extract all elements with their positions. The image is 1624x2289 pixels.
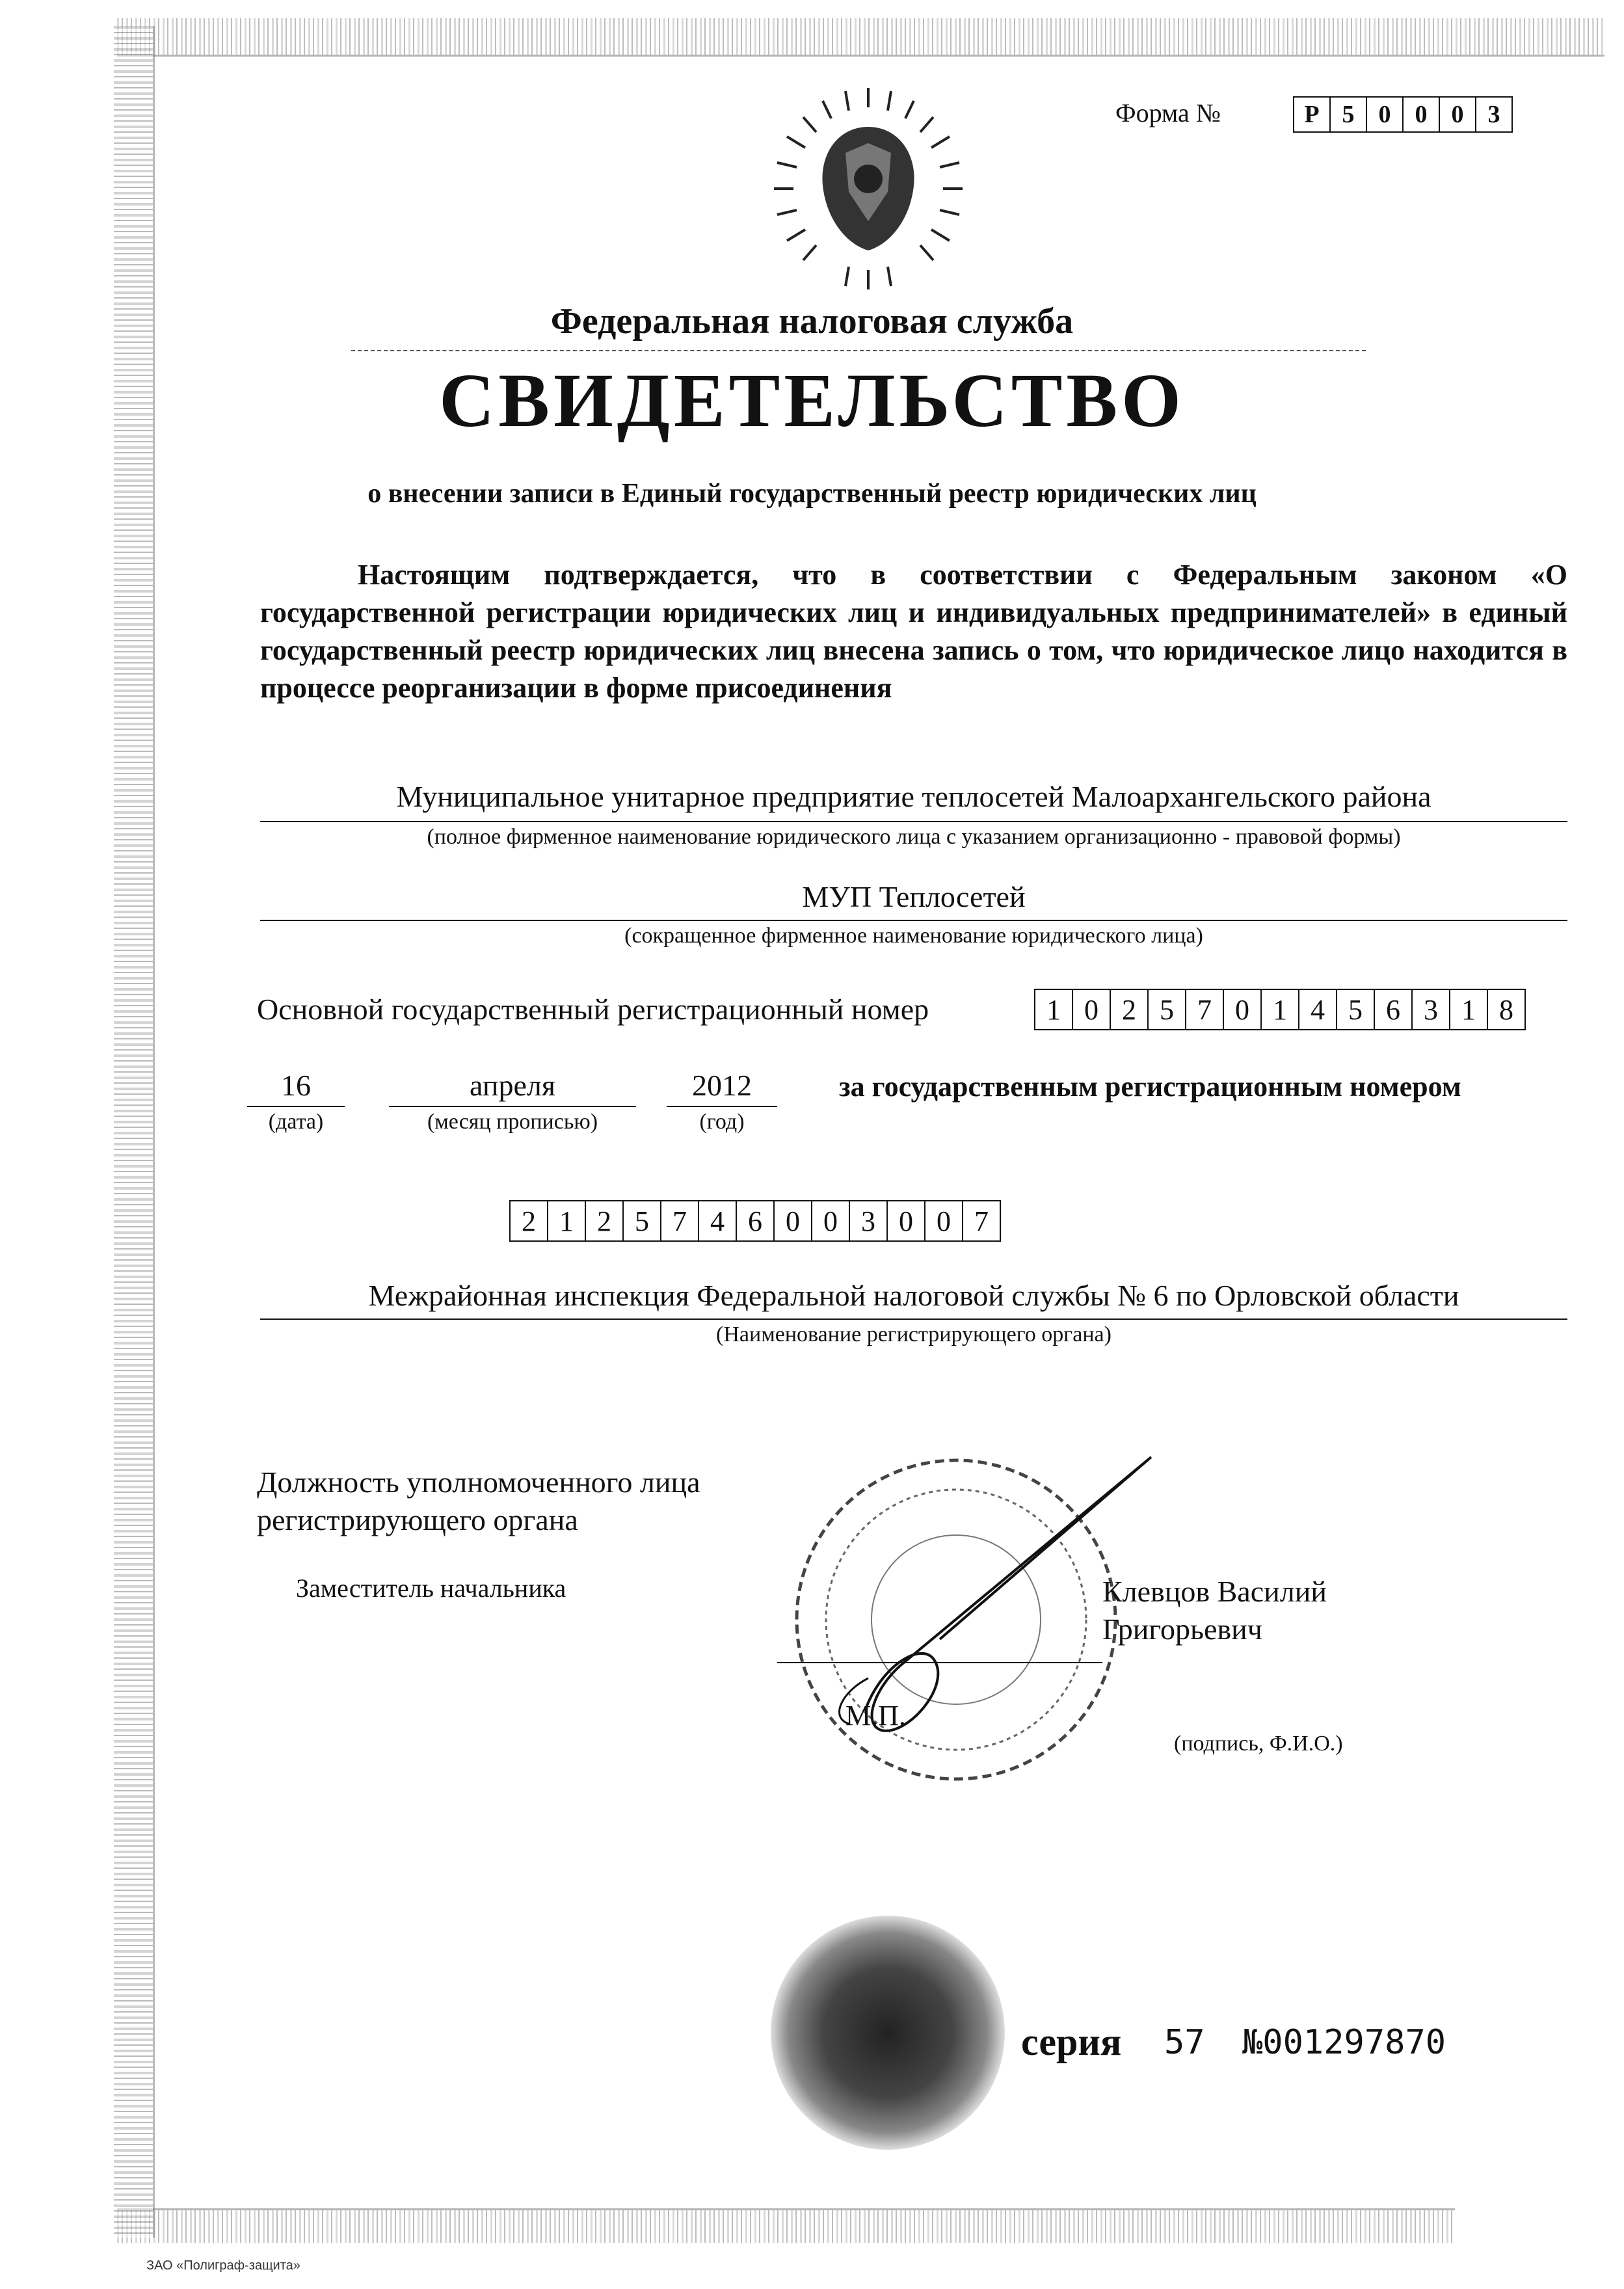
signer-name: Клевцов Василий Григорьевич (1102, 1575, 1327, 1646)
decorative-border-top (117, 18, 1604, 57)
grn-digit: 2 (509, 1200, 548, 1242)
ogrn-digit: 7 (1185, 989, 1224, 1030)
ogrn-digit: 5 (1147, 989, 1186, 1030)
series-label: серия (1021, 2020, 1122, 2063)
form-number-cell: 0 (1439, 96, 1476, 133)
date-month-underline (389, 1106, 636, 1107)
grn-digit: 7 (660, 1200, 699, 1242)
authorized-position: Заместитель начальника (296, 1573, 566, 1603)
hologram-seal-icon (764, 1909, 1011, 2156)
form-number-label: Форма № (1115, 98, 1221, 127)
grn-boxes (511, 1200, 1001, 1242)
form-number-cell: 5 (1329, 96, 1367, 133)
date-day-caption: (дата) (268, 1110, 324, 1134)
seal-place-label: М.П. (845, 1700, 906, 1732)
ogrn-boxes (1035, 989, 1526, 1030)
ogrn-digit: 0 (1223, 989, 1262, 1030)
form-number-cell: 0 (1402, 96, 1440, 133)
state-emblem-icon (761, 81, 976, 296)
date-month: апреля (470, 1069, 555, 1102)
grn-digit: 5 (622, 1200, 661, 1242)
entity-full-name-caption: (полное фирменное наименование юридического лица с указанием организационно - правовой формы) (427, 825, 1401, 849)
entity-short-name-underline (260, 920, 1567, 921)
decorative-border-bottom (117, 2208, 1455, 2243)
signature-line (777, 1662, 1102, 1663)
date-month-caption: (месяц прописью) (427, 1110, 598, 1134)
grn-digit: 7 (962, 1200, 1001, 1242)
grn-digit: 0 (924, 1200, 963, 1242)
signature-caption: (подпись, Ф.И.О.) (1174, 1732, 1343, 1756)
ogrn-digit: 1 (1449, 989, 1488, 1030)
form-number-cell: 0 (1366, 96, 1404, 133)
grn-digit: 0 (773, 1200, 812, 1242)
form-number-cell: Р (1293, 96, 1331, 133)
form-number-boxes (1294, 96, 1513, 133)
entity-short-name-caption: (сокращенное фирменное наименование юридического лица) (624, 924, 1203, 948)
grn-digit: 0 (811, 1200, 850, 1242)
ogrn-digit: 3 (1411, 989, 1450, 1030)
ogrn-digit: 5 (1336, 989, 1375, 1030)
ogrn-digit: 1 (1260, 989, 1299, 1030)
date-day: 16 (281, 1069, 311, 1102)
grn-digit: 3 (849, 1200, 888, 1242)
ogrn-digit: 0 (1072, 989, 1111, 1030)
grn-label: за государственным регистрационным номером (839, 1071, 1461, 1103)
grn-digit: 1 (547, 1200, 586, 1242)
confirmation-paragraph: Настоящим подтверждается, что в соответствии с Федеральным законом «О государственной регистрации юридических лиц и индивидуальных предпринимателей» в единый государственный реестр юридических лиц внесена запись о том, что юридическое лицо находится в процессе реорганизации в форме присоединения (260, 559, 1567, 704)
entity-full-name-underline (260, 821, 1567, 822)
ogrn-digit: 2 (1110, 989, 1149, 1030)
series-number: №001297870 (1242, 2023, 1446, 2062)
grn-digit: 6 (736, 1200, 775, 1242)
ogrn-digit: 6 (1374, 989, 1413, 1030)
document-title: СВИДЕТЕЛЬСТВО (439, 358, 1185, 443)
ogrn-label: Основной государственный регистрационный номер (257, 993, 929, 1026)
printer-imprint: ЗАО «Полиграф-защита» (146, 2258, 300, 2273)
form-number-cell: 3 (1475, 96, 1513, 133)
registering-authority-underline (260, 1319, 1567, 1320)
series-value: 57 (1164, 2023, 1205, 2062)
entity-full-name: Муниципальное унитарное предприятие теплосетей Малоархангельского района (396, 780, 1431, 813)
agency-name: Федеральная налоговая служба (550, 301, 1074, 341)
document-subtitle: о внесении записи в Единый государственный реестр юридических лиц (367, 479, 1257, 509)
grn-digit: 0 (886, 1200, 925, 1242)
date-year-underline (667, 1106, 777, 1107)
registering-authority: Межрайонная инспекция Федеральной налоговой службы № 6 по Орловской области (368, 1279, 1459, 1312)
registering-authority-caption: (Наименование регистрирующего органа) (716, 1322, 1112, 1346)
ogrn-digit: 1 (1034, 989, 1073, 1030)
ogrn-digit: 4 (1298, 989, 1337, 1030)
date-year-caption: (год) (699, 1110, 745, 1134)
entity-short-name: МУП Теплосетей (802, 880, 1026, 913)
date-day-underline (247, 1106, 345, 1107)
authorized-position-label: Должность уполномоченного лица регистрирующего органа (257, 1466, 700, 1536)
agency-divider (351, 350, 1366, 351)
grn-digit: 2 (585, 1200, 624, 1242)
ogrn-digit: 8 (1487, 989, 1526, 1030)
grn-digit: 4 (698, 1200, 737, 1242)
date-year: 2012 (692, 1069, 752, 1102)
